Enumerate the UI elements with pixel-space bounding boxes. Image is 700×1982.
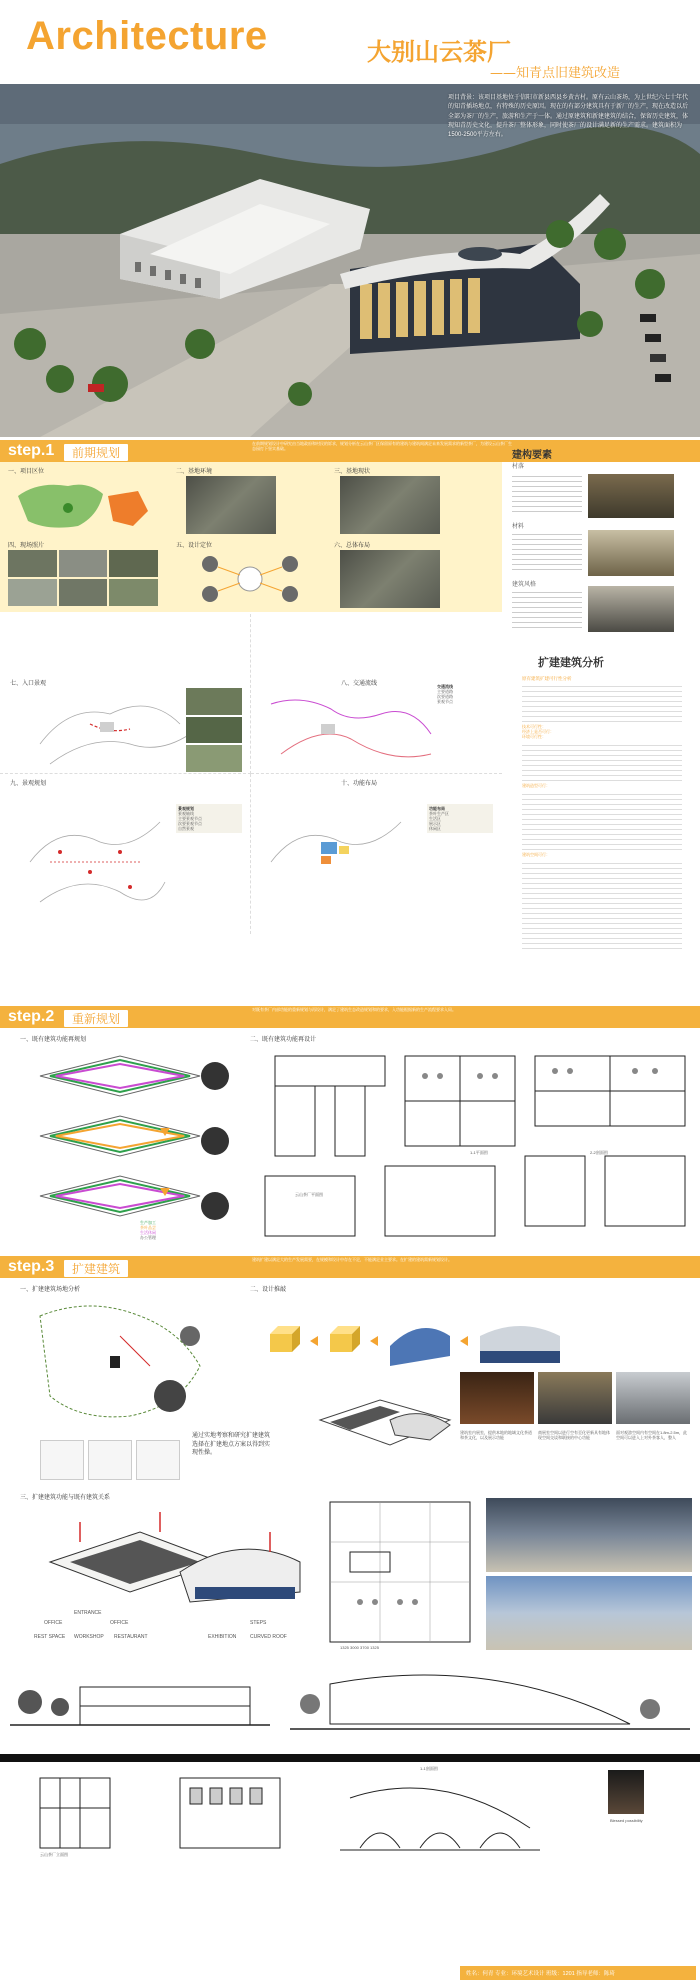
note-item: 功能布局 (429, 806, 445, 811)
analysis-item: 技术可行性： (522, 724, 546, 729)
village-label: 村落 (512, 464, 525, 470)
portrait-photo (608, 1770, 644, 1814)
step2-label: step.2 (8, 1008, 55, 1025)
panel-function (251, 774, 502, 934)
footer-text: 姓名：何青 专业：环境艺术设计 班级：1201 指导老师：陈琦 (466, 1971, 615, 1977)
page-title: Architecture (26, 14, 268, 58)
photo (109, 579, 158, 606)
cn-title: 大别山云茶厂 (367, 38, 511, 66)
panel-title: 九、景观规划 (10, 781, 47, 787)
section-2 (290, 1654, 690, 1744)
note-item: 次要景观节点 (178, 821, 202, 826)
step3-note: 建筑扩建以满足大的生产发展需要，在规模和设计中存在不足，不能满足业主要求。在扩建的建筑需新规划设计。 (252, 1257, 452, 1262)
interior-photo (616, 1372, 690, 1424)
portrait-caption: Blessed possibility (610, 1818, 643, 1823)
photo-grid (8, 550, 158, 606)
traffic-map (261, 684, 441, 774)
step1-note: 在前期规划设计中研究由当地政府和村民的诉求，规划分析在云山茶厂区保留原有的建筑与建筑间满足未来发展需求的新型茶厂，为建设云山茶厂生态园打下坚实基础。 (252, 441, 512, 452)
panel-title: 六、总体布局 (334, 543, 371, 549)
material-text (512, 534, 582, 570)
legend-item: 次要道路 (437, 694, 453, 699)
legend-item: 主要道路 (437, 689, 453, 694)
section-label: 1-1剖面图 (420, 1766, 438, 1771)
elevation-label: 云山茶厂立面图 (40, 1852, 68, 1857)
analysis-title: 扩建建筑分析 (538, 657, 604, 669)
village-photo (588, 474, 674, 518)
plan-label: 云山茶厂平面图 (295, 1192, 323, 1197)
village-text (512, 472, 582, 512)
panel-layout (334, 540, 494, 610)
photo (8, 550, 57, 577)
landscape-notes (176, 804, 242, 833)
photo-row (460, 1372, 690, 1424)
step2-area (0, 1030, 700, 1252)
panel-landscape (0, 774, 251, 934)
stair-detail (30, 1768, 120, 1858)
plan-label: 2-2剖面图 (590, 1150, 608, 1155)
panel-title: 二、既有建筑功能再设计 (250, 1037, 317, 1043)
site-model (310, 1380, 470, 1470)
photo (186, 688, 242, 715)
render-photo (486, 1498, 692, 1572)
analysis-text-block (522, 790, 682, 850)
analysis-subtitle: 原有建筑扩建可行性分析 (522, 676, 572, 681)
material-label: 材料 (512, 524, 525, 530)
floor-plans (255, 1046, 695, 1246)
panel-title: 八、交通流线 (341, 681, 378, 687)
panel-title: 二、设计推敲 (250, 1287, 287, 1293)
analysis-text-block (522, 684, 682, 722)
step1-maps (0, 614, 502, 934)
plan-dims: 1325 3000 3700 1325 (340, 1645, 379, 1650)
photo (59, 550, 108, 577)
function-notes (427, 804, 493, 833)
entrance-map (30, 684, 200, 774)
legend-item: 生活休闲 (140, 1230, 156, 1235)
style-label: 建筑风格 (512, 582, 537, 588)
function-label: RESTAURANT (114, 1634, 148, 1640)
style-photo (588, 586, 674, 632)
plan-label: 1-1平面图 (470, 1150, 488, 1155)
function-label: CURVED ROOF (250, 1634, 287, 1640)
function-label: WORKSHOP (74, 1634, 104, 1640)
function-label: ENTRANCE (74, 1610, 102, 1616)
function-label: REST SPACE (34, 1634, 66, 1640)
toilet-detail (170, 1768, 290, 1858)
panel-title: 一、扩建建筑场地分析 (20, 1287, 81, 1293)
layout-photo (340, 550, 440, 608)
elements-title: 建构要素 (512, 450, 552, 461)
panel-title: 二、基地环境 (176, 469, 213, 475)
diagram (40, 1440, 84, 1480)
render-photo (486, 1576, 692, 1650)
photo (109, 550, 158, 577)
photo (8, 579, 57, 606)
note-item: 休闲区 (429, 826, 441, 831)
function-label: OFFICE (44, 1620, 63, 1626)
section-1 (10, 1662, 270, 1732)
header (0, 0, 700, 82)
photo (186, 717, 242, 744)
analysis-item: 建筑空间可行： (522, 852, 550, 857)
step1-label: step.1 (8, 442, 55, 459)
step1-sub: 前期规划 (64, 444, 128, 461)
sections-area (0, 1654, 700, 1864)
photo-caption: 商展室空间以进行空有至化更新具有地体现空间交谈和联接的中心功能 (538, 1430, 610, 1440)
function-label: STEPS (250, 1620, 267, 1626)
footer (460, 1966, 696, 1980)
panel-current (334, 466, 494, 536)
note-item: 茶叶生产区 (429, 811, 449, 816)
analysis-text-block (522, 741, 682, 781)
site-analysis-map (30, 1296, 230, 1436)
analysis-item: 环境可行性： (522, 734, 546, 739)
panel-photos (4, 540, 164, 610)
function-labels (30, 1610, 310, 1648)
note-item: 主要景观节点 (178, 816, 202, 821)
note-item: 展示区 (429, 821, 441, 826)
legend-item: 景观节点 (437, 699, 453, 704)
panel-title: 一、既有建筑功能再规划 (20, 1037, 87, 1043)
function-label: OFFICE (110, 1620, 129, 1626)
site-diagrams (40, 1440, 180, 1480)
photo (186, 745, 242, 772)
step3-label: step.3 (8, 1258, 55, 1275)
function-label: EXHIBITION (208, 1634, 237, 1640)
interior-photo (460, 1372, 534, 1424)
photo-caption: 面对观游空间内有空间在1.8m-2.5m，此空间可以进入上对外茶客人，整人 (616, 1430, 688, 1440)
note-item: 生活区 (429, 816, 441, 821)
note-item: 自然景观 (178, 826, 194, 831)
panel-location (4, 466, 164, 536)
arch-elevation (340, 1768, 540, 1858)
analysis-text-block (522, 859, 682, 949)
site-text: 通过实地考察和研究扩建建筑选择在扩建地点方案以得到实现性操。 (192, 1433, 271, 1457)
footer-dark-band (0, 1754, 700, 1762)
analysis-item: 经济上是否可行： (522, 729, 554, 734)
panel-traffic (251, 614, 502, 774)
hero-render (0, 84, 700, 437)
legend-item: 茶叶品尝 (140, 1225, 156, 1230)
panel-title: 五、设计定位 (176, 543, 213, 549)
panel-title: 三、基地现状 (334, 469, 371, 475)
style-text (512, 592, 582, 628)
traffic-legend (437, 684, 497, 704)
floor-level (40, 1056, 200, 1096)
function-legend (140, 1220, 210, 1240)
step3-area (0, 1280, 700, 1650)
landscape-map (20, 792, 170, 922)
positioning-diagram (180, 550, 320, 608)
note-item: 景观轴线 (178, 811, 194, 816)
panel-title: 三、扩建建筑功能与既有建筑关系 (20, 1495, 111, 1501)
note-item: 景观规划 (178, 806, 194, 811)
photo-caption: 建筑室内展室，提供本地的地域文化茶道和茶文化，以及展示功能 (460, 1430, 532, 1440)
legend-item: 生产加工 (140, 1220, 156, 1225)
floor-level (40, 1176, 200, 1216)
current-photo (340, 476, 440, 534)
step2-sub: 重新规划 (64, 1010, 128, 1027)
legend-item: 办公管理 (140, 1235, 156, 1240)
site-photo (186, 476, 276, 534)
step3-sub: 扩建建筑 (64, 1260, 128, 1277)
material-photo (588, 530, 674, 576)
step1-area (0, 462, 502, 612)
function-map (261, 792, 421, 922)
legend-item: 交通流线 (437, 684, 453, 689)
analysis-body (522, 684, 682, 996)
panel-title: 一、项目区位 (8, 469, 45, 475)
panel-entrance (0, 614, 251, 774)
step2-note: 对既有茶厂内部功能的重新规划与再设计，满足了建筑生态改造规划和的要求，入功能根据新的生产流程要求入局。 (252, 1007, 456, 1012)
interior-photo (538, 1372, 612, 1424)
entrance-photos (186, 688, 242, 772)
step2-bar (0, 1006, 700, 1028)
panel-title: 四、现场照片 (8, 543, 45, 549)
china-map-illustration (8, 476, 158, 536)
function-axonometric (20, 1046, 240, 1246)
panel-environment (176, 466, 326, 536)
step3-bar (0, 1256, 700, 1278)
panel-title: 十、功能布局 (341, 781, 378, 787)
extension-plan (320, 1492, 480, 1652)
floor-level (40, 1116, 200, 1156)
hero-intro: 项目背景：该项目基地位于信阳市新县西县乡黄古村。原有云山茶场，为上世纪六七十年代的知青插场地点，有特殊的历史原因。现在的有部分建筑具有于新厂的生产，现在改造以后全部为茶厂的生产，旅游和生产于一体。通过原建筑和新建建筑的结合，保留历史建筑，体现知青历史文化，提升茶厂整体形象，同时使茶厂的设计满足新的生产需求。建筑面积为1500-2500平方左右。 (448, 95, 689, 139)
diagram (88, 1440, 132, 1480)
right-column (508, 444, 696, 1004)
cn-subtitle: ——知青点旧建筑改造 (490, 66, 621, 81)
diagram (136, 1440, 180, 1480)
photo (59, 579, 108, 606)
panel-positioning (176, 540, 326, 610)
analysis-item: 建筑造型可行： (522, 783, 550, 788)
panel-title: 七、入口景观 (10, 681, 47, 687)
